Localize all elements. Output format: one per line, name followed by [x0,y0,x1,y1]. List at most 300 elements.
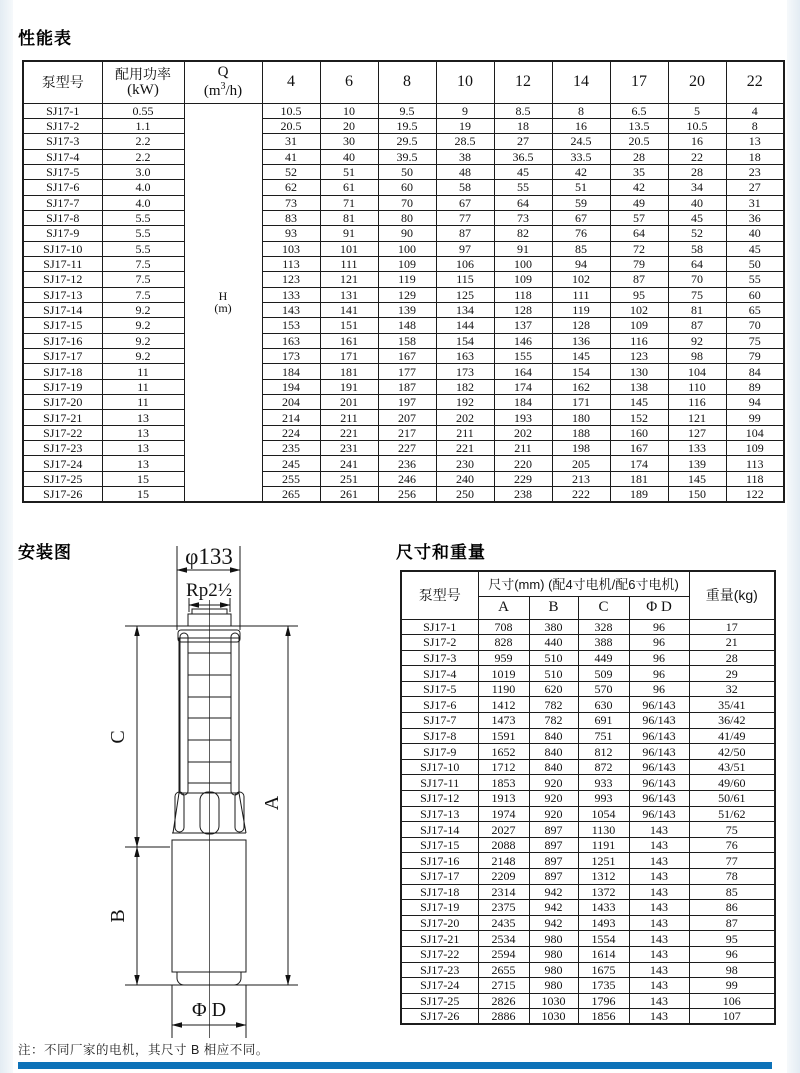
pump-model-cell: SJ17-21 [23,410,102,425]
head-value-cell: 164 [494,364,552,379]
flow-column-header: 8 [378,61,436,103]
head-value-cell: 102 [552,272,610,287]
head-value-cell: 129 [378,287,436,302]
head-value-cell: 182 [436,379,494,394]
dimensions-table-row [401,697,775,713]
head-value-cell: 113 [262,256,320,271]
dim-a-cell: 1190 [478,681,529,697]
head-value-cell: 18 [494,118,552,133]
col-header-rated-power: 配用功率 (kW) [102,61,184,103]
weight-cell: 107 [689,1009,775,1025]
performance-table-row [23,195,784,210]
head-value-cell: 10 [320,103,378,118]
dim-a-cell: 2886 [478,1009,529,1025]
performance-table-row [23,134,784,149]
pump-model-cell: SJ17-25 [401,993,478,1009]
rated-power-cell: 7.5 [102,256,184,271]
head-value-cell: 173 [262,349,320,364]
head-value-cell: 104 [726,425,784,440]
dimensions-table-row [401,869,775,885]
dim-c-cell: 328 [578,619,629,635]
dim-c-cell: 1675 [578,962,629,978]
col-header-weight: 重量(kg) [689,571,775,619]
dim-b-cell: 840 [529,759,578,775]
head-value-cell: 75 [726,333,784,348]
head-value-cell: 121 [668,410,726,425]
pump-model-cell: SJ17-8 [401,728,478,744]
head-value-cell: 163 [262,333,320,348]
performance-table-row [23,272,784,287]
dim-b-cell: 980 [529,931,578,947]
dim-c-cell: 1130 [578,822,629,838]
pump-model-cell: SJ17-9 [401,744,478,760]
dim-d-cell: 96/143 [629,759,689,775]
dim-b-cell: 920 [529,806,578,822]
dim-d-cell: 143 [629,884,689,900]
performance-table-row [23,226,784,241]
flow-column-header: 10 [436,61,494,103]
pump-model-cell: SJ17-3 [401,650,478,666]
head-value-cell: 60 [726,287,784,302]
head-value-cell: 145 [668,471,726,486]
rated-power-cell: 13 [102,456,184,471]
weight-cell: 96 [689,946,775,962]
pump-model-cell: SJ17-19 [23,379,102,394]
head-value-cell: 167 [378,349,436,364]
head-value-cell: 36 [726,210,784,225]
dim-b-cell: 620 [529,681,578,697]
dim-b-cell: 980 [529,962,578,978]
dim-c-cell: 1054 [578,806,629,822]
rated-power-cell: 9.2 [102,302,184,317]
head-value-cell: 161 [320,333,378,348]
head-value-cell: 23 [726,164,784,179]
pump-model-cell: SJ17-1 [23,103,102,118]
dimensions-table-row [401,978,775,994]
weight-cell: 95 [689,931,775,947]
dim-a-cell: 959 [478,650,529,666]
dimension-sub-column-header: C [578,596,629,619]
head-value-cell: 109 [610,318,668,333]
head-value-cell: 61 [320,180,378,195]
head-value-cell: 137 [494,318,552,333]
rated-power-cell: 4.0 [102,195,184,210]
performance-table-row [23,364,784,379]
head-value-cell: 70 [378,195,436,210]
dim-b-cell: 510 [529,666,578,682]
weight-cell: 42/50 [689,744,775,760]
pump-model-cell: SJ17-9 [23,226,102,241]
head-value-cell: 110 [668,379,726,394]
performance-table-row [23,487,784,502]
head-value-cell: 22 [668,149,726,164]
head-value-cell: 8.5 [494,103,552,118]
dimensions-table-row [401,728,775,744]
head-value-cell: 34 [668,180,726,195]
head-value-cell: 205 [552,456,610,471]
head-value-cell: 193 [494,410,552,425]
pump-model-cell: SJ17-14 [23,302,102,317]
head-value-cell: 91 [494,241,552,256]
head-value-cell: 251 [320,471,378,486]
performance-table-row [23,210,784,225]
dim-a-cell: 2088 [478,837,529,853]
head-value-cell: 71 [320,195,378,210]
head-value-cell: 16 [552,118,610,133]
weight-cell: 106 [689,993,775,1009]
head-value-cell: 265 [262,487,320,502]
head-value-cell: 73 [494,210,552,225]
head-value-cell: 235 [262,441,320,456]
rated-power-cell: 9.2 [102,349,184,364]
head-value-cell: 77 [436,210,494,225]
dim-c-cell: 1796 [578,993,629,1009]
rated-power-cell: 13 [102,425,184,440]
dim-d-cell: 96 [629,666,689,682]
col-header-pump-model: 泵型号 [401,571,478,619]
performance-table-row [23,410,784,425]
dim-d-cell: 96/143 [629,713,689,729]
head-value-cell: 89 [726,379,784,394]
dim-b-cell: 840 [529,744,578,760]
head-value-cell: 90 [378,226,436,241]
pump-model-cell: SJ17-17 [401,869,478,885]
pump-model-cell: SJ17-2 [401,635,478,651]
head-value-cell: 57 [610,210,668,225]
dim-a-cell: 1853 [478,775,529,791]
head-value-cell: 49 [610,195,668,210]
pump-model-cell: SJ17-2 [23,118,102,133]
rated-power-cell: 15 [102,471,184,486]
col-header-dimensions: 尺寸(mm) (配4寸电机/配6寸电机) [478,571,689,596]
head-value-cell: 79 [726,349,784,364]
rated-power-cell: 11 [102,379,184,394]
weight-cell: 29 [689,666,775,682]
head-value-cell: 60 [378,180,436,195]
dimensions-table-row [401,666,775,682]
performance-section-title: 性能表 [18,29,72,48]
head-value-cell: 9.5 [378,103,436,118]
head-unit-line: (m) [214,301,232,316]
head-value-cell: 64 [668,256,726,271]
head-value-cell: 39.5 [378,149,436,164]
head-value-cell: 240 [436,471,494,486]
head-value-cell: 121 [320,272,378,287]
head-value-cell: 119 [552,302,610,317]
head-value-cell: 246 [378,471,436,486]
head-value-cell: 50 [378,164,436,179]
head-value-cell: 98 [668,349,726,364]
dim-b-cell: 840 [529,728,578,744]
installation-diagram [0,530,380,1050]
head-value-cell: 128 [552,318,610,333]
head-value-cell: 85 [552,241,610,256]
pump-model-cell: SJ17-12 [23,272,102,287]
dimensions-table-row [401,837,775,853]
dim-b-cell: 980 [529,946,578,962]
flow-column-header: 22 [726,61,784,103]
dim-b-cell: 897 [529,837,578,853]
dim-d-cell: 143 [629,1009,689,1025]
rated-power-cell: 15 [102,487,184,502]
weight-cell: 50/61 [689,791,775,807]
pump-model-cell: SJ17-25 [23,471,102,486]
dimensions-table-row [401,759,775,775]
head-value-cell: 8 [552,103,610,118]
head-value-cell: 167 [610,441,668,456]
head-value-cell: 154 [436,333,494,348]
weight-cell: 76 [689,837,775,853]
pump-model-cell: SJ17-21 [401,931,478,947]
weight-cell: 87 [689,915,775,931]
performance-table-row [23,425,784,440]
dim-a-cell: 2209 [478,869,529,885]
head-value-cell: 241 [320,456,378,471]
head-value-cell: 104 [668,364,726,379]
head-value-cell: 145 [552,349,610,364]
dim-c-cell: 509 [578,666,629,682]
dim-c-cell: 1614 [578,946,629,962]
head-value-cell: 189 [610,487,668,502]
dim-c-cell: 751 [578,728,629,744]
head-value-cell: 141 [320,302,378,317]
head-value-cell: 40 [668,195,726,210]
pump-model-cell: SJ17-7 [23,195,102,210]
rated-power-cell: 3.0 [102,164,184,179]
head-value-cell: 51 [320,164,378,179]
head-value-cell: 58 [436,180,494,195]
head-value-cell: 42 [552,164,610,179]
dim-c-cell: 630 [578,697,629,713]
head-value-cell: 48 [436,164,494,179]
pump-model-cell: SJ17-13 [23,287,102,302]
weight-cell: 17 [689,619,775,635]
head-value-cell: 27 [494,134,552,149]
head-value-cell: 82 [494,226,552,241]
dim-c-cell: 1191 [578,837,629,853]
head-value-cell: 123 [610,349,668,364]
head-value-cell: 106 [436,256,494,271]
dim-a-cell: 2435 [478,915,529,931]
head-value-cell: 73 [262,195,320,210]
rated-power-cell: 13 [102,441,184,456]
performance-table-row [23,103,784,118]
flow-column-header: 14 [552,61,610,103]
head-value-cell: 18 [726,149,784,164]
head-value-cell: 70 [726,318,784,333]
dimensions-weight-table [400,570,776,1025]
pump-model-cell: SJ17-17 [23,349,102,364]
head-value-cell: 8 [726,118,784,133]
rated-power-cell: 5.5 [102,226,184,241]
pump-model-cell: SJ17-5 [23,164,102,179]
dim-c-cell: 1433 [578,900,629,916]
performance-table-row [23,302,784,317]
dim-a-cell: 2594 [478,946,529,962]
col-header-pump-model: 泵型号 [23,61,102,103]
dim-d-cell: 96/143 [629,697,689,713]
head-value-cell: 52 [668,226,726,241]
head-value-cell: 127 [668,425,726,440]
pump-model-cell: SJ17-1 [401,619,478,635]
rated-power-cell: 4.0 [102,180,184,195]
head-value-cell: 100 [378,241,436,256]
head-value-cell: 76 [552,226,610,241]
dim-a-cell: 2314 [478,884,529,900]
head-value-cell: 80 [378,210,436,225]
pump-model-cell: SJ17-7 [401,713,478,729]
flow-column-header: 12 [494,61,552,103]
dim-c-cell: 1372 [578,884,629,900]
pump-model-cell: SJ17-8 [23,210,102,225]
head-value-cell: 131 [320,287,378,302]
dim-a-cell: 2715 [478,978,529,994]
head-value-cell: 154 [552,364,610,379]
head-value-cell: 184 [494,395,552,410]
dim-b-cell: 942 [529,915,578,931]
flow-column-header: 17 [610,61,668,103]
dim-c-cell: 1554 [578,931,629,947]
head-value-cell: 95 [610,287,668,302]
head-value-cell: 81 [320,210,378,225]
pump-model-cell: SJ17-6 [23,180,102,195]
head-value-cell: 174 [494,379,552,394]
head-unit-cell [184,103,262,502]
dimensions-table-row [401,822,775,838]
head-value-cell: 151 [320,318,378,333]
weight-cell: 75 [689,822,775,838]
dim-b-cell: 510 [529,650,578,666]
head-value-cell: 145 [610,395,668,410]
head-value-cell: 146 [494,333,552,348]
dim-b-cell: 782 [529,713,578,729]
pump-model-cell: SJ17-13 [401,806,478,822]
head-value-cell: 256 [378,487,436,502]
footnote: 注：不同厂家的电机，其尺寸 B 相应不同。 [18,1043,269,1057]
weight-cell: 41/49 [689,728,775,744]
head-value-cell: 94 [552,256,610,271]
dim-b-cell: 942 [529,900,578,916]
head-value-cell: 133 [668,441,726,456]
head-value-cell: 191 [320,379,378,394]
dim-d-cell: 143 [629,900,689,916]
dim-c-cell: 449 [578,650,629,666]
head-value-cell: 87 [436,226,494,241]
dim-d-cell: 143 [629,993,689,1009]
pump-model-cell: SJ17-4 [23,149,102,164]
performance-table-row [23,256,784,271]
head-value-cell: 29.5 [378,134,436,149]
rated-power-cell: 2.2 [102,149,184,164]
head-value-cell: 67 [436,195,494,210]
head-value-cell: 125 [436,287,494,302]
pump-model-cell: SJ17-16 [401,853,478,869]
pump-model-cell: SJ17-23 [401,962,478,978]
performance-table-row [23,149,784,164]
dim-a-cell: 2534 [478,931,529,947]
dimensions-table-row [401,681,775,697]
head-value-cell: 123 [262,272,320,287]
head-value-cell: 13.5 [610,118,668,133]
head-value-cell: 221 [320,425,378,440]
pump-model-cell: SJ17-20 [23,395,102,410]
head-value-cell: 10.5 [668,118,726,133]
head-value-cell: 139 [668,456,726,471]
weight-cell: 99 [689,978,775,994]
head-value-cell: 40 [320,149,378,164]
dim-b-cell: 1030 [529,993,578,1009]
weight-cell: 36/42 [689,713,775,729]
head-value-cell: 152 [610,410,668,425]
performance-header-row [23,61,784,103]
dim-c-cell: 993 [578,791,629,807]
dimensions-table-row [401,993,775,1009]
head-value-cell: 109 [494,272,552,287]
dimensions-table-row [401,1009,775,1025]
pump-model-cell: SJ17-11 [23,256,102,271]
dim-label-top-diameter: φ133 [185,544,233,569]
head-value-cell: 221 [436,441,494,456]
dimensions-section-title: 尺寸和重量 [396,543,486,562]
dim-c-cell: 872 [578,759,629,775]
head-label-line: H [218,289,228,304]
performance-table-row [23,118,784,133]
head-value-cell: 94 [726,395,784,410]
weight-cell: 51/62 [689,806,775,822]
head-value-cell: 150 [668,487,726,502]
dim-label-thread: Rp2½ [186,580,232,601]
head-value-cell: 230 [436,456,494,471]
weight-cell: 78 [689,869,775,885]
pump-model-cell: SJ17-24 [23,456,102,471]
dim-d-cell: 143 [629,869,689,885]
head-value-cell: 197 [378,395,436,410]
pump-model-cell: SJ17-26 [23,487,102,502]
head-value-cell: 38 [436,149,494,164]
head-value-cell: 41 [262,149,320,164]
head-value-cell: 20.5 [610,134,668,149]
head-value-cell: 51 [552,180,610,195]
flow-column-header: 6 [320,61,378,103]
head-value-cell: 211 [320,410,378,425]
head-value-cell: 87 [610,272,668,287]
dim-b-cell: 1030 [529,1009,578,1025]
dimensions-table-row [401,900,775,916]
pump-model-cell: SJ17-15 [23,318,102,333]
weight-cell: 49/60 [689,775,775,791]
dim-d-cell: 143 [629,946,689,962]
head-value-cell: 181 [320,364,378,379]
head-value-cell: 6.5 [610,103,668,118]
pump-model-cell: SJ17-23 [23,441,102,456]
head-value-cell: 31 [262,134,320,149]
rated-power-cell: 1.1 [102,118,184,133]
head-value-cell: 42 [610,180,668,195]
head-value-cell: 211 [436,425,494,440]
dim-a-cell: 1019 [478,666,529,682]
head-value-cell: 97 [436,241,494,256]
dimensions-table-row [401,744,775,760]
page-right-margin [787,0,800,1073]
performance-table-row [23,241,784,256]
head-value-cell: 163 [436,349,494,364]
performance-table-row [23,180,784,195]
pump-model-cell: SJ17-22 [401,946,478,962]
dim-b-cell: 897 [529,869,578,885]
head-value-cell: 187 [378,379,436,394]
head-value-cell: 109 [726,441,784,456]
head-value-cell: 155 [494,349,552,364]
